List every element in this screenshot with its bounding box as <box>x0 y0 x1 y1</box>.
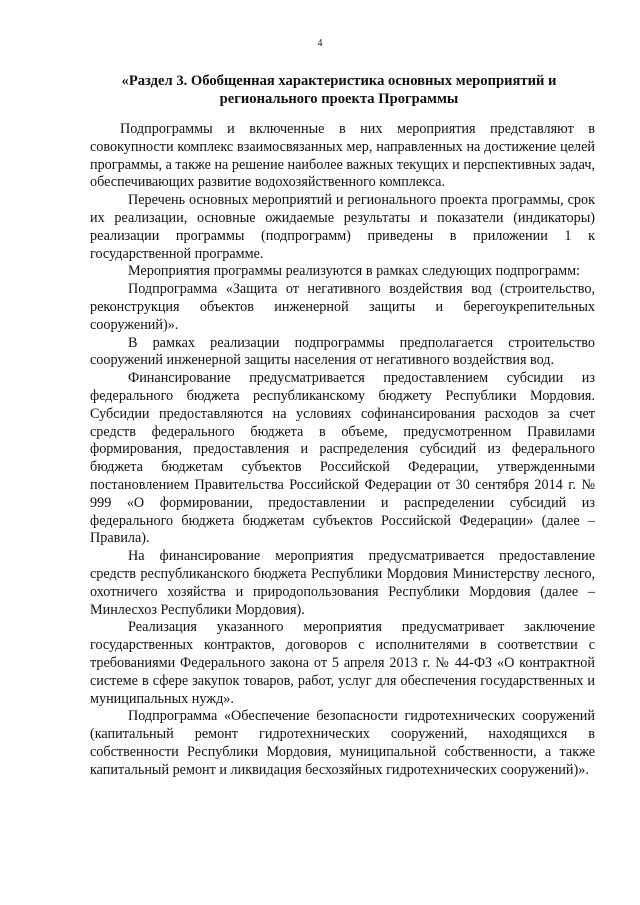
paragraph-subprogram-hydraulic-safety: Подпрограмма «Обеспечение безопасности гидротехнических сооружений (капитальный ремонт гидротехнических сооружений, находящихся в собственности Республики Мордовия, муниципальной собственности, а также капитальный ремонт и ликвидация бесхозяйных гидротехнических сооружений)». <box>90 708 595 778</box>
paragraph-state-contracts: Реализация указанного мероприятия предусматривает заключение государственных контрактов, договоров с исполнителями в соответствии с требованиями Федерального закона от 5 апреля 2013 г. № 44-ФЗ «О контрактной системе в сфере закупок товаров, работ, услуг для обеспечения государственных и муниципальных нужд». <box>90 619 595 707</box>
paragraph-republican-financing: На финансирование мероприятия предусматривается предоставление средств республиканского бюджета Республики Мордовия Министерству лесного, охотничего хозяйства и природопользования Республики Мордовия (далее – Минлесхоз Республики Мордовия). <box>90 548 595 618</box>
document-body <box>90 121 595 779</box>
paragraph-subprogram-water-protection: Подпрограмма «Защита от негативного воздействия вод (строительство, реконструкция объектов инженерной защиты и берегоукрепительных сооружений)». <box>90 281 595 333</box>
page-number: 4 <box>317 38 323 49</box>
paragraph-engineering-protection: В рамках реализации подпрограммы предполагается строительство сооружений инженерной защиты населения от негативного воздействия вод. <box>90 334 595 369</box>
paragraph-subprograms-overview: Подпрограммы и включенные в них мероприятия представляют в совокупности комплекс взаимосвязанных мер, направленных на достижение целей программы, а также на решение наиболее важных текущих и перспективных задач, обеспечивающих развитие водохозяйственного комплекса. <box>90 121 595 191</box>
paragraph-activities-list: Перечень основных мероприятий и регионального проекта программы, срок их реализации, основные ожидаемые результаты и показатели (индикаторы) реализации программы (подпрограмм) приведены в приложении 1 к государственной программе. <box>90 192 595 262</box>
section-title: «Раздел 3. Обобщенная характеристика основных мероприятий и регионального проекта Программы <box>121 73 557 107</box>
paragraph-subprograms-intro: Мероприятия программы реализуются в рамках следующих подпрограмм: <box>128 263 580 280</box>
paragraph-federal-financing: Финансирование предусматривается предоставлением субсидии из федерального бюджета республиканскому бюджету Республики Мордовия. Субсидии предоставляются на условиях софинансирования расходов за счет средств федерального бюджета в объеме, предусмотренном Правилами формирования, предоставления и распределения субсидий из федерального бюджета бюджетам субъектов Российской Федерации, утвержденными постановлением Правительства Российской Федерации от 30 сентября 2014 г. № 999 «О формировании, предоставлении и распределении субсидий из федерального бюджета бюджетам субъектов Российской Федерации» (далее – Правила). <box>90 370 595 547</box>
